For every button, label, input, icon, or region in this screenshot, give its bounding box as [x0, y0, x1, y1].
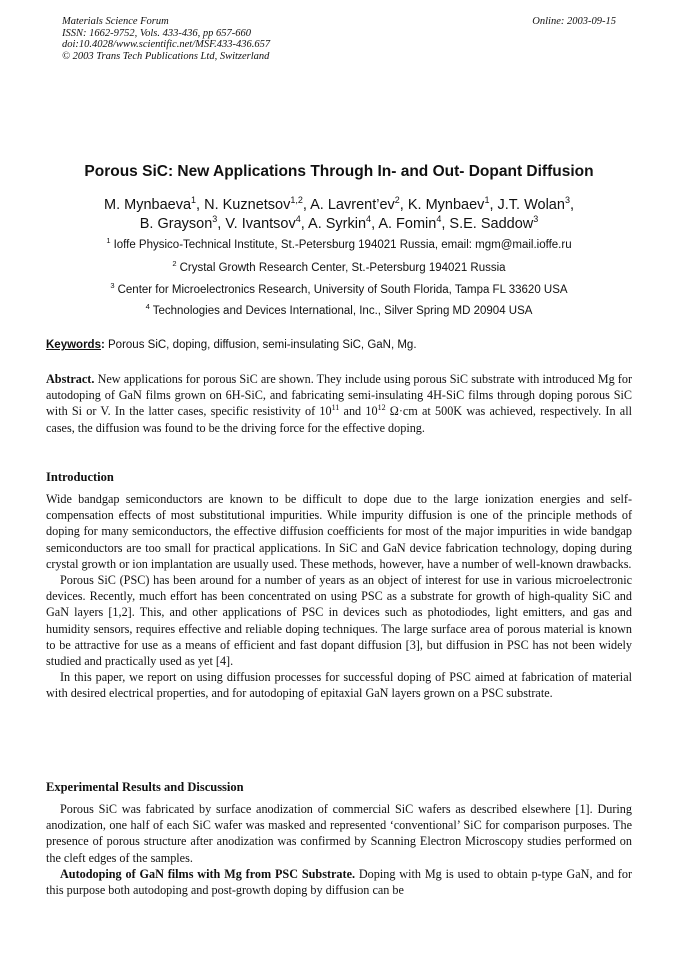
issn-line: ISSN: 1662-9752, Vols. 433-436, pp 657-660: [62, 27, 251, 39]
journal-name: Materials Science Forum: [62, 16, 169, 27]
results-subheading: Autodoping of GaN films with Mg from PSC Substrate.: [60, 866, 356, 881]
author: M. Mynbaeva$^1$,: [103, 195, 205, 213]
affiliation-1: $^1$ Ioffe Physico-Technical Institute, St.-Petersburg 194021 Russia, email: mgm@mail.ioffe.ru: [106, 236, 572, 251]
author: N. Kuznetsov$^{1,2}$,: [204, 195, 311, 213]
intro-paragraph-2: Porous SiC (PSC) has been around for a number of years as an object of interest for use in various microelectronic devices. Recently, much effort has been concentrated on using PSC as a substrate for growth of high-quality SiC and GaN layers [1,2]. This, and other applications of PSC in devices such as photodiodes, light emitters, and gas and humidity sensors, requires effective and reliable doping techniques. The large surface area of porous material is known to be attractive for use as a means of efficient and fast dopant diffusion [3], but diffusion in PSC has not been widely studied and practically used as yet [4].: [46, 573, 632, 669]
author: A. Fomin$^4$,: [378, 214, 450, 232]
keywords-label: Keywords: [46, 339, 101, 351]
abstract-label: Abstract.: [46, 372, 95, 386]
doi-line: doi:10.4028/www.scientific.net/MSF.433-436.657: [62, 39, 271, 50]
affiliation-1-text: Ioffe Physico-Technical Institute, St.-Petersburg 194021 Russia, email: mgm@mail.ioffe.ru: [113, 239, 572, 251]
results-paragraph-2: Autodoping of GaN films with Mg from PSC Substrate. Doping with Mg is used to obtain p-type GaN, and for this purpose both autodoping and post-growth doping by diffusion can be: [46, 866, 633, 898]
keywords: Keywords: Porous SiC, doping, diffusion, semi-insulating SiC, GaN, Mg.: [46, 339, 417, 351]
affiliation-2-text: Crystal Growth Research Center, St.-Petersburg 194021 Russia: [179, 262, 506, 274]
author: V. Ivantsov$^4$,: [225, 214, 309, 232]
paper-title: Porous SiC: New Applications Through In- and Out- Dopant Diffusion: [84, 163, 594, 180]
author-list: [40, 196, 638, 234]
intro-paragraph-1: Wide bandgap semiconductors are known to be difficult to dope due to the large ionization energies and self-compensation effects of most substitutional impurities. While impurity diffusion is one of the principle methods of doping for many semiconductors, the effective diffusion coefficients for most of the major impurities in wide bandgap semiconductors are too small for practical applications. In SiC and GaN device fabrication technology, doping during crystal growth or ion implantation are usually used. These methods, however, have a number of well-known drawbacks.: [46, 492, 632, 571]
abstract: Abstract. New applications for porous SiC are shown. They include using porous SiC substrate with introduced Mg for autodoping of GaN films grown on 6H-SiC, and fabricating semi-insulating 4H-SiC films through doping porous SiC with Si or V. In the latter cases, specific resistivity of $10^{11}$ and $10^{12}$ Ω·cm at 500K was achieved, respectively. In all cases, the diffusion was found to be the driving force for the effective doping.: [46, 372, 633, 435]
affiliation-4: $^4$ Technologies and Devices International, Inc., Silver Spring MD 20904 USA: [145, 302, 533, 317]
affiliation-3: $^3$ Center for Microelectronics Research, University of South Florida, Tampa FL 33620 USA: [110, 281, 568, 296]
journal-header: [62, 16, 616, 62]
results-body: [46, 801, 632, 898]
introduction-heading: Introduction: [46, 470, 114, 484]
keywords-text: Porous SiC, doping, diffusion, semi-insulating SiC, GaN, Mg.: [108, 339, 417, 351]
author: S.E. Saddow$^3$: [449, 214, 539, 232]
copyright-line: © 2003 Trans Tech Publications Ltd, Switzerland: [62, 50, 270, 62]
online-date: Online: 2003-09-15: [532, 16, 616, 27]
intro-paragraph-3: In this paper, we report on using diffusion processes for successful doping of PSC aimed at fabrication of material with desired electrical properties, and for autodoping of epitaxial GaN layers grown on a PSC substrate.: [46, 670, 632, 701]
author: A. Syrkin$^4$,: [308, 214, 379, 232]
affiliation-3-text: Center for Microelectronics Research, University of South Florida, Tampa FL 33620 USA: [117, 284, 568, 296]
author: J.T. Wolan$^3$,: [497, 195, 574, 213]
introduction-body: [46, 491, 632, 702]
author: K. Mynbaev$^1$,: [407, 195, 498, 213]
author: B. Grayson$^3$,: [139, 214, 226, 232]
affiliation-4-text: Technologies and Devices International, Inc., Silver Spring MD 20904 USA: [152, 305, 533, 317]
author: A. $Lavrent’ev^2$,: [310, 195, 408, 213]
results-paragraph-1: Porous SiC was fabricated by surface anodization of commercial SiC wafers as described elsewhere [1]. During anodization, one half of each SiC wafer was masked and represented ‘conventional’ SiC for comparison purposes. The presence of porous structure after anodization was confirmed by Scanning Electron Microscopy studies performed on the cleft edges of the samples.: [46, 802, 632, 865]
affiliation-2: $^2$ Crystal Growth Research Center, St.-Petersburg 194021 Russia: [172, 259, 506, 274]
results-heading: Experimental Results and Discussion: [46, 780, 244, 794]
